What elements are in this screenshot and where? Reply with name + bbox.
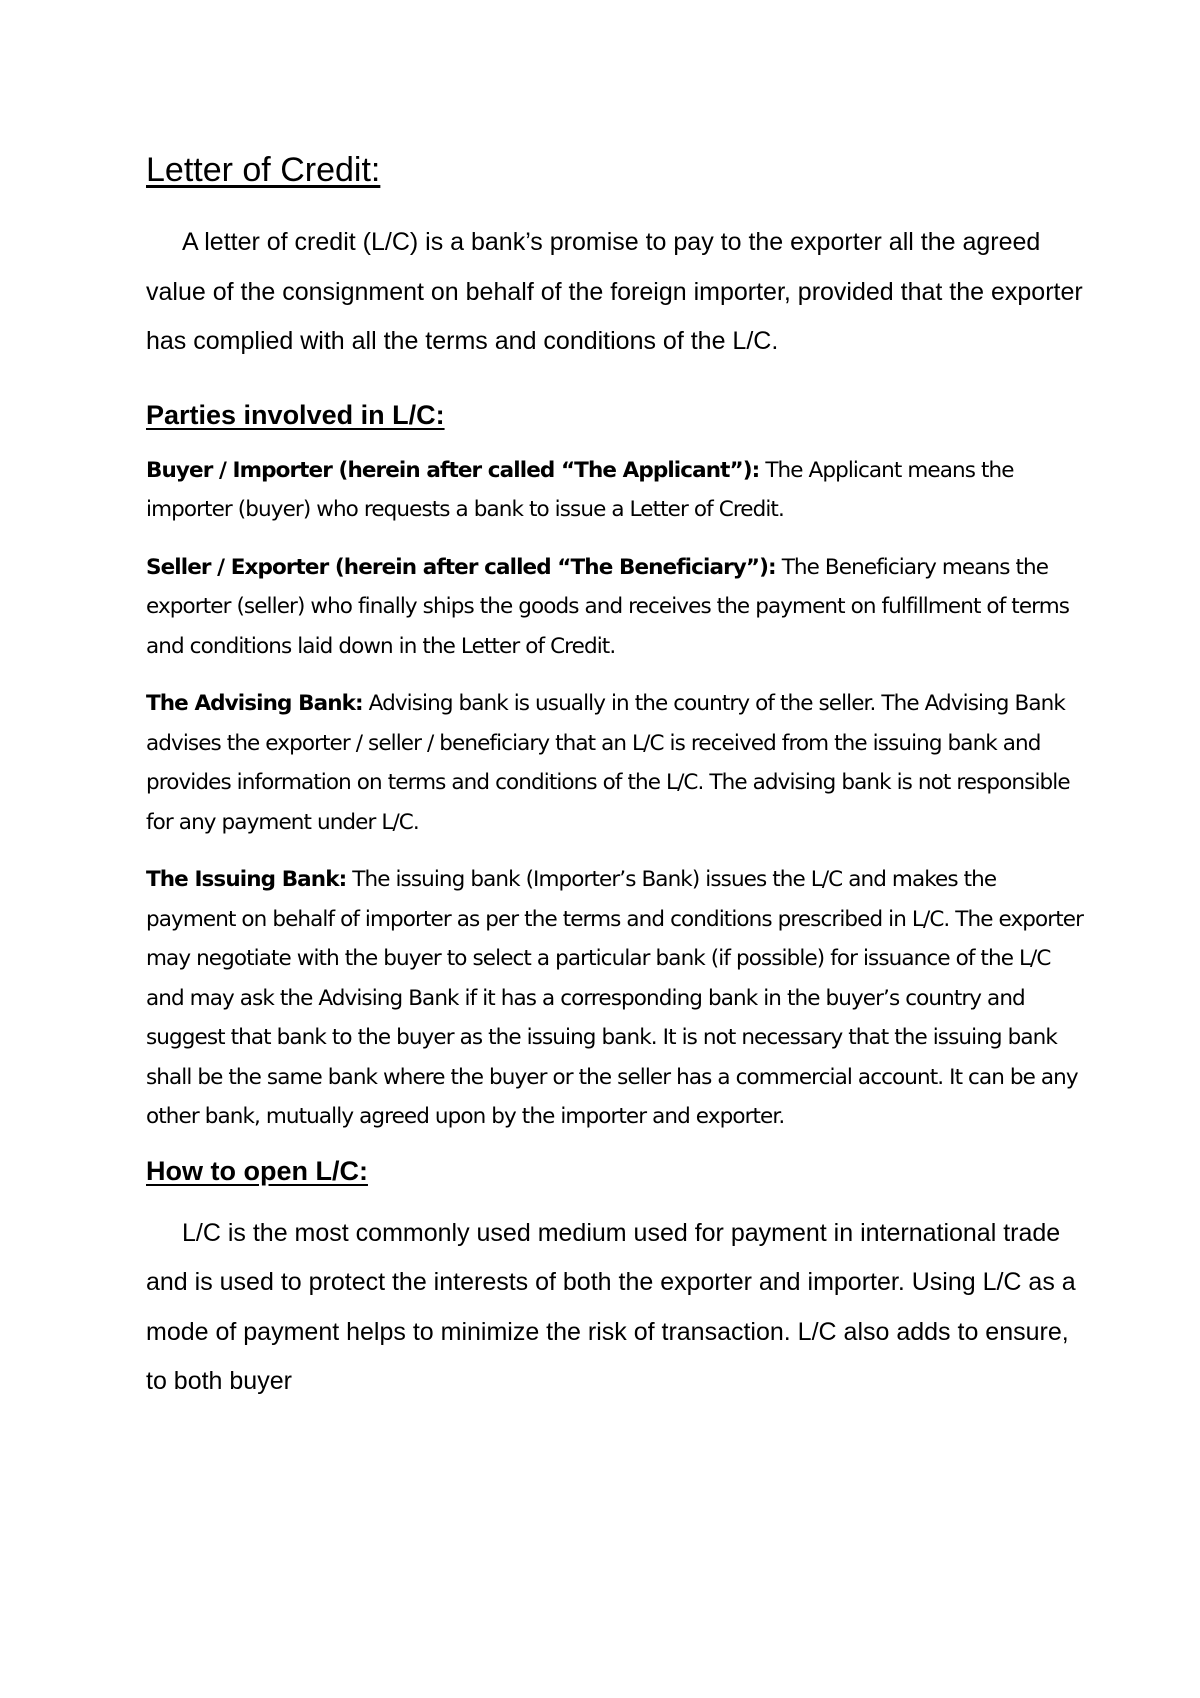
parties-heading: Parties involved in L/C: (146, 399, 445, 430)
open-lc-paragraph: L/C is the most commonly used medium used for payment in international trade and is used to protect the interests of both the exporter and importer. Using L/C as a mode of payment helps to minimize the risk of transaction. L/C also adds to ensure, to both buyer (146, 1218, 1076, 1395)
document-body (146, 150, 1086, 1407)
party-text: The issuing bank (Importer’s Bank) issues the L/C and makes the payment on behalf of importer as per the terms and conditions prescribed in L/C. The exporter may negotiate with the buyer to select a particular bank (if possible) for issuance of the L/C and may ask the Advising Bank if it has a corresponding bank in the buyer’s country and suggest that bank to the buyer as the issuing bank. It is not necessary that the issuing bank shall be the same bank where the buyer or the seller has a commercial account. It can be any other bank, mutually agreed upon by the importer and exporter. (146, 867, 1084, 1129)
party-term: Seller / Exporter (herein after called “The Beneficiary”): (146, 554, 776, 580)
party-applicant (146, 451, 1086, 530)
intro-paragraph: A letter of credit (L/C) is a bank’s promise to pay to the exporter all the agreed value of the consignment on behalf of the foreign importer, provided that the exporter has complied with all the terms and conditions of the L/C. (146, 228, 1083, 355)
party-term: The Advising Bank: (146, 691, 363, 716)
party-text: The Applicant means the importer (buyer) who requests a bank to issue a Letter of Credit. (146, 457, 1014, 522)
party-advising-bank (146, 684, 1086, 842)
open-lc-heading: How to open L/C: (146, 1155, 368, 1186)
document-title: Letter of Credit: (146, 151, 381, 189)
party-term: The Issuing Bank: (146, 867, 347, 892)
party-text: The Beneficiary means the exporter (seller) who finally ships the goods and receives the payment on fulfillment of terms and conditions laid down in the Letter of Credit. (146, 554, 1070, 659)
party-beneficiary (146, 548, 1086, 667)
party-term: Buyer / Importer (herein after called “The Applicant”): (146, 457, 760, 483)
party-text: Advising bank is usually in the country of the seller. The Advising Bank advises the exporter / seller / beneficiary that an L/C is received from the issuing bank and provides information on terms and conditions of the L/C. The advising bank is not responsible for any payment under L/C. (146, 691, 1070, 835)
party-issuing-bank (146, 860, 1086, 1137)
